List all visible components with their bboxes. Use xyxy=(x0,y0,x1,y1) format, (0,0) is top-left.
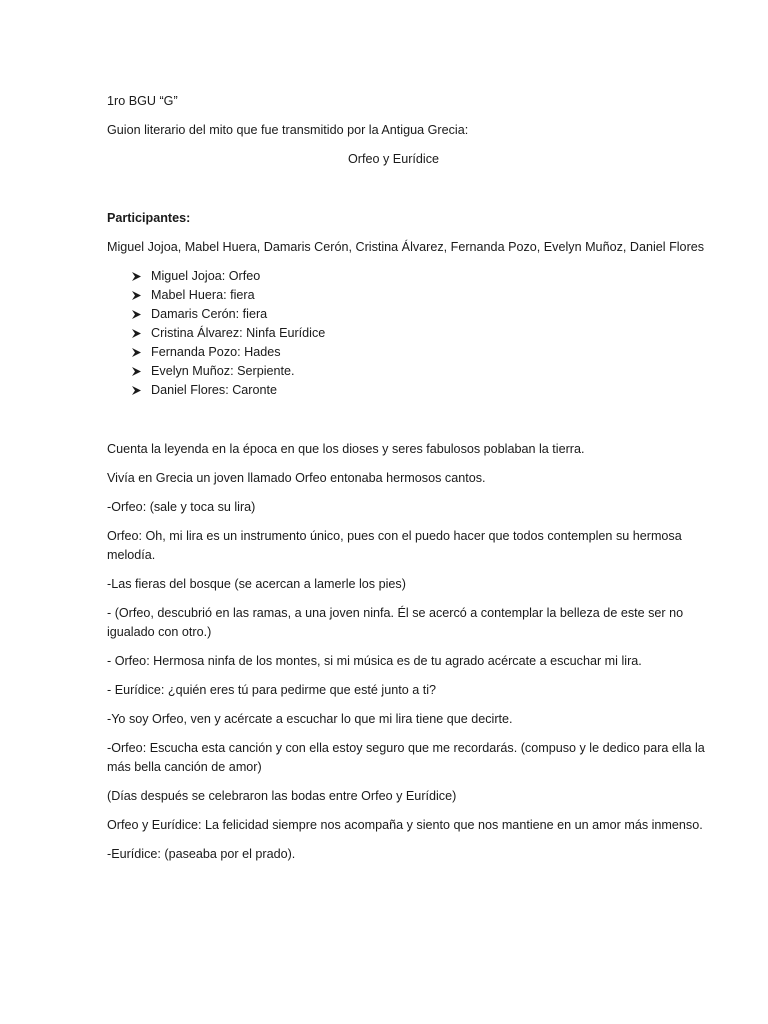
script-line: Vivía en Grecia un joven llamado Orfeo entonaba hermosos cantos. xyxy=(107,471,486,485)
script-line: (Días después se celebraron las bodas entre Orfeo y Eurídice) xyxy=(107,789,457,803)
arrow-bullet-icon xyxy=(131,328,151,339)
cast-role: Miguel Jojoa: Orfeo xyxy=(151,269,261,283)
script-line: -Yo soy Orfeo, ven y acércate a escuchar lo que mi lira tiene que decirte. xyxy=(107,712,513,726)
cast-role: Damaris Cerón: fiera xyxy=(151,307,268,321)
script-line: - Eurídice: ¿quién eres tú para pedirme que esté junto a ti? xyxy=(107,683,437,697)
cast-list-item xyxy=(131,343,708,362)
script-line: -Orfeo: (sale y toca su lira) xyxy=(107,500,256,514)
cast-list-item xyxy=(131,362,708,381)
script-line: Orfeo: Oh, mi lira es un instrumento único, pues con el puedo hacer que todos contemplen su hermosa melodía. xyxy=(107,529,682,562)
arrow-bullet-icon xyxy=(131,366,151,377)
arrow-bullet-icon xyxy=(131,309,151,320)
script-line: -Las fieras del bosque (se acercan a lamerle los pies) xyxy=(107,577,406,591)
cast-role: Fernanda Pozo: Hades xyxy=(151,345,281,359)
script-line: - (Orfeo, descubrió en las ramas, a una joven ninfa. Él se acercó a contemplar la belleza de este ser no igualado con otro.) xyxy=(107,606,684,639)
cast-role: Evelyn Muñoz: Serpiente. xyxy=(151,364,295,378)
arrow-bullet-icon xyxy=(131,290,151,301)
cast-list-item xyxy=(131,381,708,400)
arrow-bullet-icon xyxy=(131,271,151,282)
participants-names: Miguel Jojoa, Mabel Huera, Damaris Cerón, Cristina Álvarez, Fernanda Pozo, Evelyn Muñoz, Daniel Flores xyxy=(107,240,705,254)
script-line: - Orfeo: Hermosa ninfa de los montes, si mi música es de tu agrado acércate a escuchar mi lira. xyxy=(107,654,642,668)
script-line: -Orfeo: Escucha esta canción y con ella estoy seguro que me recordarás. (compuso y le dedico para ella la más bella canción de amor) xyxy=(107,741,705,774)
participants-heading: Participantes: xyxy=(107,211,191,225)
script-line: Cuenta la leyenda en la época en que los dioses y seres fabulosos poblaban la tierra. xyxy=(107,442,585,456)
cast-list xyxy=(107,267,708,400)
arrow-bullet-icon xyxy=(131,347,151,358)
cast-list-item xyxy=(131,267,708,286)
cast-list-item xyxy=(131,286,708,305)
document-subject: Guion literario del mito que fue transmitido por la Antigua Grecia: xyxy=(107,123,469,137)
cast-role: Cristina Álvarez: Ninfa Eurídice xyxy=(151,326,326,340)
arrow-bullet-icon xyxy=(131,385,151,396)
cast-role: Mabel Huera: fiera xyxy=(151,288,255,302)
script-line: -Eurídice: (paseaba por el prado). xyxy=(107,847,296,861)
document-title: Orfeo y Eurídice xyxy=(348,152,439,166)
cast-role: Daniel Flores: Caronte xyxy=(151,383,277,397)
course-label: 1ro BGU “G” xyxy=(107,94,178,108)
cast-list-item xyxy=(131,324,708,343)
cast-list-item xyxy=(131,305,708,324)
script-line: Orfeo y Eurídice: La felicidad siempre nos acompaña y siento que nos mantiene en un amor más inmenso. xyxy=(107,818,703,832)
